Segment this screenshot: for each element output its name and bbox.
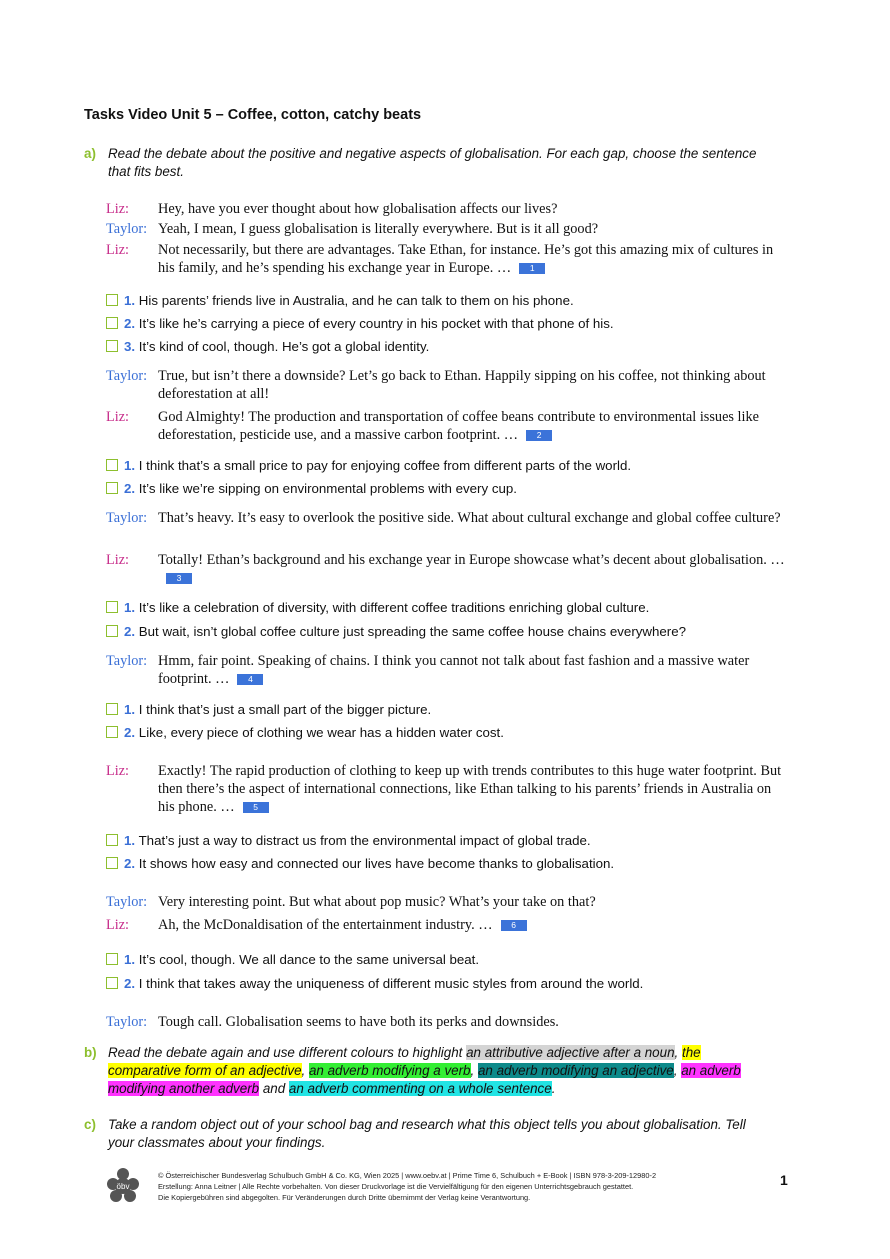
publisher-logo	[106, 1167, 140, 1203]
checkbox[interactable]	[106, 340, 118, 352]
utterance: Yeah, I mean, I guess globalisation is literally everywhere. But is it all good?	[158, 221, 599, 237]
option-text: Like, every piece of clothing we wear has a hidden water cost.	[138, 725, 504, 740]
gap-badge: 5	[243, 802, 269, 813]
option-text: I think that’s just a small part of the bigger picture.	[138, 702, 432, 717]
option-item[interactable]	[106, 951, 479, 969]
obv-logo-icon	[106, 1167, 140, 1203]
separator: ,	[674, 1045, 682, 1060]
option-number: 2.	[124, 624, 136, 639]
separator: .	[551, 1081, 556, 1096]
option-text: It’s like he’s carrying a piece of every country in his pocket with that phone of his.	[138, 316, 614, 331]
speaker-label: Taylor:	[106, 368, 148, 384]
task-a-label: a)	[84, 146, 96, 161]
separator: ,	[301, 1063, 309, 1078]
speaker-label: Taylor:	[106, 1014, 148, 1030]
option-item[interactable]	[106, 975, 643, 993]
task-b	[84, 1044, 774, 1098]
gap-badge: 2	[526, 430, 552, 441]
option-text: It’s like we’re sipping on environmental problems with every cup.	[138, 481, 517, 496]
speaker-label: Liz:	[106, 409, 130, 425]
gap-badge: 3	[166, 573, 192, 584]
option-number: 1.	[124, 833, 136, 848]
separator: ,	[673, 1063, 682, 1078]
checkbox[interactable]	[106, 459, 118, 471]
logo-text: öbv	[116, 1182, 130, 1191]
option-item[interactable]	[106, 724, 504, 742]
footer-line: Die Kopiergebühren sind abgegolten. Für Veränderungen durch Dritte übernimmt der Verlag keine Verantwortung.	[158, 1193, 531, 1202]
option-item[interactable]	[106, 292, 574, 310]
dialogue-line	[106, 367, 786, 403]
gap-badge: 6	[501, 920, 527, 931]
gap-badge: 4	[237, 674, 263, 685]
option-text: I think that’s a small price to pay for enjoying coffee from different parts of the world.	[138, 458, 632, 473]
speaker-label: Liz:	[106, 552, 130, 568]
speaker-label: Taylor:	[106, 894, 148, 910]
footer-legal	[158, 1170, 656, 1203]
highlight-gray: an attributive adjective after a noun	[466, 1045, 675, 1060]
utterance: Tough call. Globalisation seems to have both its perks and downsides.	[158, 1014, 559, 1030]
utterance: True, but isn’t there a downside? Let’s go back to Ethan. Happily sipping on his coffee, not thinking about deforestation at all!	[158, 368, 766, 402]
checkbox[interactable]	[106, 977, 118, 989]
option-text: It’s cool, though. We all dance to the same universal beat.	[138, 952, 480, 967]
option-item[interactable]	[106, 855, 614, 873]
gap-badge: 1	[519, 263, 545, 274]
checkbox[interactable]	[106, 294, 118, 306]
dialogue-line	[106, 762, 786, 816]
task-c-text: Take a random object out of your school bag and research what this object tells you about globalisation. Tell your classmates about your findings.	[108, 1117, 746, 1150]
speaker-label: Taylor:	[106, 653, 148, 669]
speaker-label: Taylor:	[106, 510, 148, 526]
separator: ,	[470, 1063, 478, 1078]
option-number: 1.	[124, 293, 136, 308]
checkbox[interactable]	[106, 601, 118, 613]
page-title: Tasks Video Unit 5 – Coffee, cotton, catchy beats	[84, 107, 422, 123]
separator: and	[259, 1081, 289, 1096]
option-number: 1.	[124, 600, 136, 615]
dialogue-line	[106, 220, 786, 238]
checkbox[interactable]	[106, 953, 118, 965]
highlight-cyan: an adverb commenting on a whole sentence	[288, 1081, 552, 1096]
utterance: Ah, the McDonaldisation of the entertainment industry. …	[158, 917, 493, 933]
option-item[interactable]	[106, 599, 649, 617]
highlight-green: an adverb modifying a verb	[308, 1063, 471, 1078]
checkbox[interactable]	[106, 726, 118, 738]
dialogue-line	[106, 1013, 786, 1031]
utterance: Totally! Ethan’s background and his exchange year in Europe showcase what’s decent about globalisation. …	[158, 552, 785, 568]
option-item[interactable]	[106, 701, 431, 719]
page-number: 1	[780, 1172, 788, 1188]
highlight-yellow: the comparative form of an adjective	[108, 1045, 701, 1078]
utterance: God Almighty! The production and transportation of coffee beans contribute to environmental issues like deforestation, pesticide use, and a massive carbon footprint. …	[158, 409, 759, 443]
dialogue-line	[106, 200, 786, 218]
speaker-label: Taylor:	[106, 221, 148, 237]
footer-line: Erstellung: Anna Leitner | Alle Rechte vorbehalten. Von dieser Druckvorlage ist die Vervielfältigung für den eigenen Unterrichtsgebrauch gestattet.	[158, 1182, 634, 1191]
task-c	[84, 1116, 774, 1152]
checkbox[interactable]	[106, 703, 118, 715]
option-number: 3.	[124, 339, 136, 354]
checkbox[interactable]	[106, 482, 118, 494]
option-number: 2.	[124, 316, 136, 331]
option-number: 1.	[124, 458, 136, 473]
utterance: Very interesting point. But what about pop music? What’s your take on that?	[158, 894, 596, 910]
task-b-intro: Read the debate again and use different colours to highlight	[108, 1045, 467, 1060]
option-number: 2.	[124, 976, 136, 991]
option-text: His parents’ friends live in Australia, and he can talk to them on his phone.	[138, 293, 574, 308]
checkbox[interactable]	[106, 317, 118, 329]
speaker-label: Liz:	[106, 242, 130, 258]
dialogue-line	[106, 916, 786, 934]
option-number: 2.	[124, 856, 136, 871]
dialogue-line	[106, 551, 786, 587]
option-number: 1.	[124, 952, 136, 967]
option-item[interactable]	[106, 315, 614, 333]
highlight-magenta: an adverb modifying another adverb	[108, 1063, 741, 1096]
option-text: But wait, isn’t global coffee culture just spreading the same coffee house chains everywhere?	[138, 624, 687, 639]
option-text: That’s just a way to distract us from the environmental impact of global trade.	[138, 833, 591, 848]
option-item[interactable]	[106, 832, 591, 850]
dialogue-line	[106, 652, 786, 688]
option-item[interactable]	[106, 480, 517, 498]
utterance: Hmm, fair point. Speaking of chains. I think you cannot not talk about fast fashion and a massive water footprint. …	[158, 653, 750, 687]
option-item[interactable]	[106, 338, 429, 356]
option-text: It’s kind of cool, though. He’s got a global identity.	[138, 339, 430, 354]
utterance: Not necessarily, but there are advantages. Take Ethan, for instance. He’s got this amazing mix of cultures in his family, and he’s spending his exchange year in Europe. …	[158, 242, 774, 276]
dialogue-line	[106, 408, 786, 444]
task-a-text: Read the debate about the positive and negative aspects of globalisation. For each gap, choose the sentence that fits best.	[108, 146, 757, 179]
option-text: It shows how easy and connected our lives have become thanks to globalisation.	[138, 856, 615, 871]
dialogue-line	[106, 893, 786, 911]
utterance: Hey, have you ever thought about how globalisation affects our lives?	[158, 201, 558, 217]
option-text: I think that takes away the uniqueness of different music styles from around the world.	[138, 976, 644, 991]
dialogue-line	[106, 241, 786, 277]
task-a	[84, 145, 774, 181]
task-b-label: b)	[84, 1045, 97, 1060]
checkbox[interactable]	[106, 834, 118, 846]
speaker-label: Liz:	[106, 917, 130, 933]
speaker-label: Liz:	[106, 763, 130, 779]
checkbox[interactable]	[106, 857, 118, 869]
utterance: Exactly! The rapid production of clothing to keep up with trends contributes to this huge water footprint. But then there’s the aspect of international connections, like Ethan talking to his parents’ friends in Australia on his phone. …	[158, 763, 782, 815]
option-item[interactable]	[106, 457, 631, 475]
task-c-label: c)	[84, 1117, 96, 1132]
option-number: 2.	[124, 481, 136, 496]
option-item[interactable]	[106, 623, 686, 641]
dialogue-line	[106, 509, 786, 527]
footer-line: © Österreichischer Bundesverlag Schulbuch GmbH & Co. KG, Wien 2025 | www.oebv.at | Prime Time 6, Schulbuch + E-Book | ISBN 978-3-209-12980-2	[158, 1171, 657, 1180]
highlight-teal: an adverb modifying an adjective	[477, 1063, 674, 1078]
checkbox[interactable]	[106, 625, 118, 637]
utterance: That’s heavy. It’s easy to overlook the positive side. What about cultural exchange and global coffee culture?	[158, 510, 781, 526]
option-text: It’s like a celebration of diversity, with different coffee traditions enriching global culture.	[138, 600, 650, 615]
option-number: 2.	[124, 725, 136, 740]
speaker-label: Liz:	[106, 201, 130, 217]
option-number: 1.	[124, 702, 136, 717]
